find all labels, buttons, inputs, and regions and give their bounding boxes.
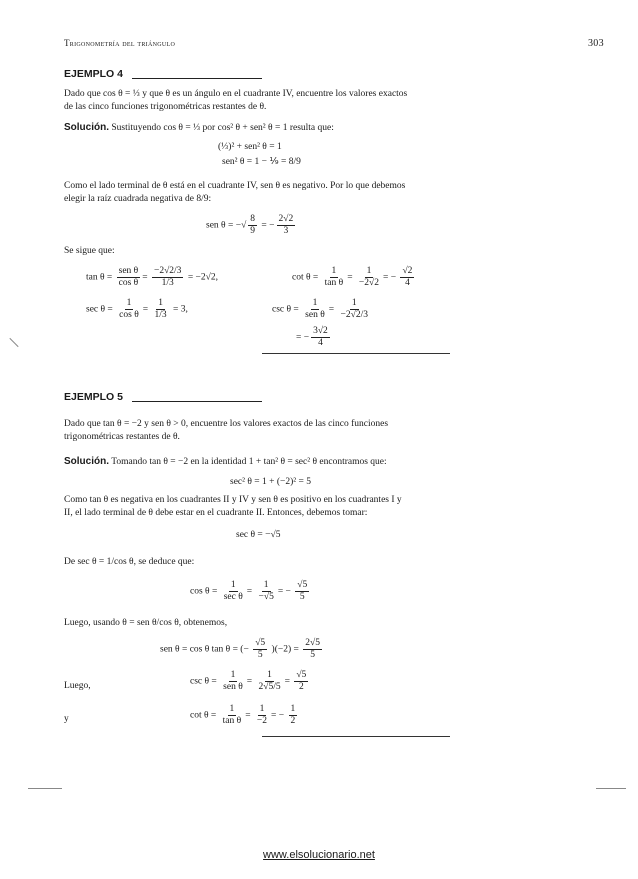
scan-mark bbox=[28, 788, 62, 789]
example-5-paragraph-2: Como tan θ es negativa en los cuadrantes II y IV y sen θ es positivo en los cuadrantes I y II, el lado terminal de θ debe estar en el cuadrante II. Entonces, debemos tomar: bbox=[64, 495, 402, 518]
ex4-eq1: (⅓)² + sen² θ = 1 bbox=[218, 142, 282, 152]
ex5-csc-equation: csc θ = $\frac{1}{\text{sen θ}}$ = $\frac{1}{2√5/5}$ = $\frac{√5}{2}$ bbox=[190, 670, 307, 692]
ex4-eq2: sen² θ = 1 − ⅑ = 8/9 bbox=[222, 157, 301, 167]
se-sigue: Se sigue que: bbox=[64, 246, 115, 256]
luego-usando: Luego, usando θ = sen θ/cos θ, obtenemos, bbox=[64, 618, 228, 628]
ex4-sec-equation: sec θ = $\frac{1}{\text{cos θ}}$ = $\frac{1}{1/3}$ = 3, bbox=[86, 298, 188, 320]
deduce-text: De sec θ = 1/cos θ, se deduce que: bbox=[64, 557, 195, 567]
example-4-end-rule bbox=[262, 353, 450, 354]
example-4-rule bbox=[132, 78, 262, 79]
solution-label: Solución. bbox=[64, 456, 109, 467]
example-4-statement: Dado que cos θ = ⅓ y que θ es un ángulo en el cuadrante IV, encuentre los valores exactos de las cinco funciones trigonométricas restantes de θ. bbox=[64, 89, 408, 112]
example-5-end-rule bbox=[262, 736, 450, 737]
ex5-cos-equation: cos θ = $\frac{1}{\text{sec θ}}$ = $\frac{1}{-√5}$ = − $\frac{√5}{5}$ bbox=[190, 580, 308, 602]
ex4-csc-result: = − $\frac{3√2}{4}$ bbox=[296, 326, 328, 348]
running-header: Trigonometría del triángulo bbox=[64, 38, 176, 48]
ex5-sen-equation: sen θ = cos θ tan θ = (− $\frac{√5}{5}$ )(−2) = $\frac{2√5}{5}$ bbox=[160, 638, 320, 660]
page-number: 303 bbox=[588, 38, 604, 49]
scan-mark bbox=[9, 338, 18, 347]
example-5-statement: Dado que tan θ = −2 y sen θ > 0, encuentre los valores exactos de las cinco funciones trigonométricas restantes de θ. bbox=[64, 419, 389, 442]
ex5-sec-equation: sec θ = −√5 bbox=[236, 530, 281, 540]
ex4-cot-equation: cot θ = $\frac{1}{\text{tan θ}}$ = $\frac{1}{-2√2}$ = − $\frac{√2}{4}$ bbox=[292, 266, 413, 288]
example-5-rule bbox=[132, 401, 262, 402]
solution-label: Solución. bbox=[64, 122, 109, 133]
example-4-paragraph-2: Como el lado terminal de θ está en el cuadrante IV, sen θ es negativo. Por lo que debemos elegir la raíz cuadrada negativa de 8/9: bbox=[64, 181, 406, 204]
y-label: y bbox=[64, 714, 69, 724]
example-4-title: EJEMPLO 4 bbox=[64, 68, 123, 80]
footer-url[interactable]: www.elsolucionario.net bbox=[263, 849, 375, 861]
example-5-title: EJEMPLO 5 bbox=[64, 391, 123, 403]
scan-mark bbox=[596, 788, 626, 789]
ex4-tan-equation: tan θ = $\frac{\text{sen θ}}{\text{cos θ}}$ = $\frac{-2√2/3}{1/3}$ = −2√2, bbox=[86, 266, 218, 288]
ex5-eq1: sec² θ = 1 + (−2)² = 5 bbox=[230, 477, 312, 487]
ex5-cot-equation: cot θ = $\frac{1}{\text{tan θ}}$ = $\frac{1}{-2}$ = − $\frac{1}{2}$ bbox=[190, 704, 296, 726]
luego-label: Luego, bbox=[64, 681, 91, 691]
ex4-csc-equation: csc θ = $\frac{1}{\text{sen θ}}$ = $\frac{1}{-2√2/3}$ bbox=[272, 298, 368, 320]
example-5-solution: Solución. Tomando tan θ = −2 en la identidad 1 + tan² θ = sec² θ encontramos que: bbox=[64, 456, 387, 467]
ex4-sen-equation: sen θ = −√ $\frac{8}{9}$ = − $\frac{2√2}{3}$ bbox=[206, 214, 294, 236]
example-4-solution: Solución. Sustituyendo cos θ = ⅓ por cos² θ + sen² θ = 1 resulta que: bbox=[64, 122, 334, 133]
